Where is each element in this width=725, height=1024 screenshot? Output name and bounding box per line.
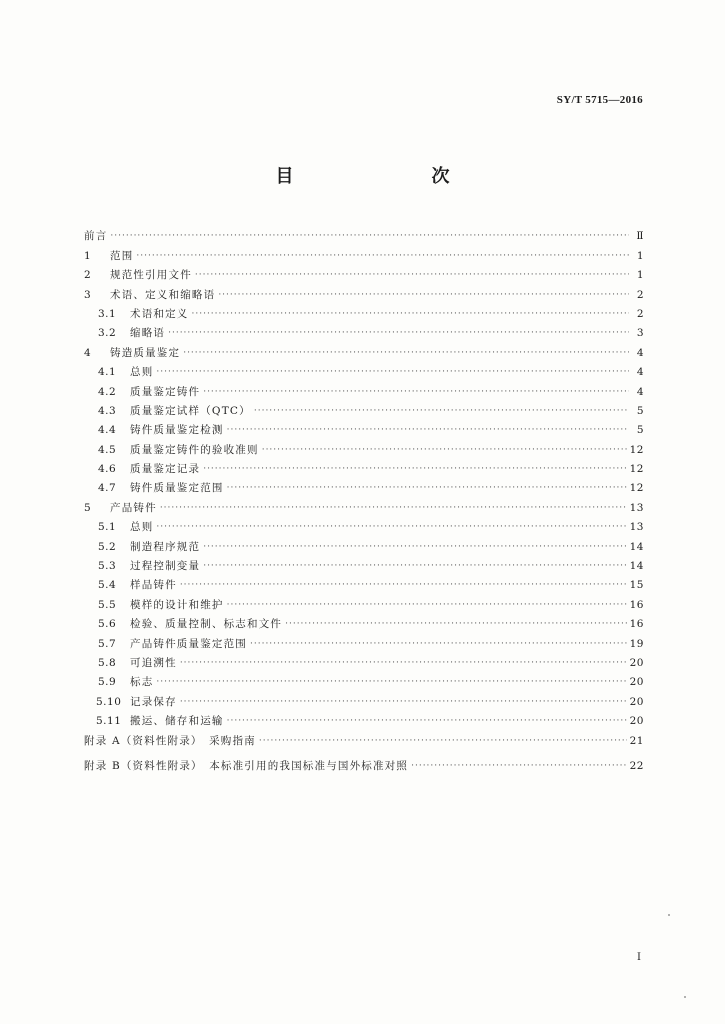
toc-entry-page: 1 [636, 249, 644, 262]
toc-entry-number: 5.11 [96, 715, 122, 728]
toc-entry[interactable] [84, 302, 644, 321]
toc-entry[interactable] [84, 399, 644, 418]
dot-leader [203, 463, 626, 476]
toc-entry-number: 4.4 [98, 424, 117, 437]
toc-entry-page: 2 [636, 307, 644, 320]
toc-entry-page: 20 [629, 676, 644, 689]
toc-entry-number: 5.1 [98, 521, 117, 534]
dot-leader [254, 405, 629, 418]
dot-leader [250, 638, 627, 651]
toc-entry-title: 附录 B（资料性附录） 本标准引用的我国标准与国外标准对照 [84, 759, 409, 772]
toc-entry[interactable] [84, 689, 644, 708]
toc-entry-number: 5.8 [98, 656, 117, 669]
toc-entry[interactable] [84, 612, 644, 631]
dot-leader [160, 502, 627, 515]
toc-entry-number: 5 [84, 501, 92, 514]
toc-entry-number: 4.3 [98, 404, 117, 417]
toc-entry[interactable] [84, 728, 644, 747]
toc-entry-number: 4 [84, 346, 92, 359]
toc-entry-title: 检验、质量控制、标志和文件 [130, 618, 283, 631]
dot-leader [227, 715, 627, 728]
toc-entry-page: 12 [629, 443, 644, 456]
toc-entry[interactable] [84, 476, 644, 495]
dot-leader [259, 735, 627, 748]
dot-leader [203, 560, 626, 573]
toc-entry[interactable] [84, 534, 644, 553]
toc-entry-title: 铸造质量鉴定 [110, 346, 181, 359]
dot-leader [203, 386, 629, 399]
toc-entry-page: 20 [629, 715, 644, 728]
toc-entry[interactable] [84, 418, 644, 437]
toc-entry[interactable] [84, 243, 644, 262]
toc-entry-title: 总则 [130, 521, 154, 534]
toc-entry-title: 术语、定义和缩略语 [110, 288, 216, 301]
toc-entry-number: 5.4 [98, 579, 117, 592]
toc-entry[interactable] [84, 554, 644, 573]
dot-leader [110, 230, 629, 243]
toc-entry[interactable] [84, 631, 644, 650]
toc-entry-title: 质量鉴定试样（QTC） [130, 404, 251, 417]
dot-leader [156, 521, 626, 534]
toc-entry-title: 缩略语 [130, 327, 166, 340]
standard-code: SY/T 5715—2016 [556, 94, 643, 106]
toc-entry-page: 13 [629, 501, 644, 514]
dot-leader [156, 676, 626, 689]
toc-entry-number: 5.7 [98, 637, 117, 650]
toc-entry-title: 铸件质量鉴定检测 [130, 424, 224, 437]
dot-leader [227, 424, 629, 437]
toc-entry-number: 2 [84, 269, 92, 282]
toc-entry-title: 搬运、储存和运输 [130, 715, 224, 728]
toc-entry-page: 4 [636, 346, 644, 359]
toc-entry-page: 13 [629, 521, 644, 534]
dot-leader [136, 250, 629, 263]
dot-leader [227, 482, 627, 495]
toc-entry-page: 19 [629, 637, 644, 650]
toc-entry-page: 16 [629, 598, 644, 611]
toc-entry-title: 质量鉴定铸件的验收准则 [130, 443, 259, 456]
toc-entry-number: 3 [84, 288, 92, 301]
toc-entry-page: 3 [636, 327, 644, 340]
toc-entry-number: 4.5 [98, 443, 117, 456]
toc-entry-title: 范围 [110, 249, 134, 262]
dot-leader [180, 579, 627, 592]
toc-entry[interactable] [84, 754, 644, 773]
toc-entry-title: 制造程序规范 [130, 540, 201, 553]
toc-entry-number: 3.1 [98, 307, 117, 320]
toc-entry[interactable] [84, 457, 644, 476]
dot-leader [203, 541, 626, 554]
toc-entry[interactable] [84, 379, 644, 398]
dot-leader [218, 289, 629, 302]
toc-entry-page: Ⅱ [636, 230, 644, 243]
toc-entry-page: 12 [629, 482, 644, 495]
toc-entry-number: 4.1 [98, 366, 117, 379]
toc-entry-number: 5.2 [98, 540, 117, 553]
toc-entry-page: 2 [636, 288, 644, 301]
toc-entry[interactable] [84, 592, 644, 611]
toc-entry[interactable] [84, 709, 644, 728]
toc-entry-page: 5 [636, 404, 644, 417]
toc-entry-title: 记录保存 [130, 695, 177, 708]
toc-entry-number: 3.2 [98, 327, 117, 340]
toc-entry[interactable] [84, 321, 644, 340]
dot-leader [262, 444, 627, 457]
toc-entry-title: 可追溯性 [130, 656, 177, 669]
toc-entry[interactable] [84, 437, 644, 456]
toc-entry-title: 产品铸件 [110, 501, 157, 514]
toc-entry-title: 过程控制变量 [130, 560, 201, 573]
toc-entry-number: 1 [84, 249, 92, 262]
scan-speck [668, 914, 670, 916]
toc-entry[interactable] [84, 282, 644, 301]
toc-entry-page: 5 [636, 424, 644, 437]
toc-entry-title: 规范性引用文件 [110, 269, 192, 282]
toc-entry-page: 4 [636, 366, 644, 379]
toc-entry[interactable] [84, 340, 644, 359]
toc-entry-title: 质量鉴定铸件 [130, 385, 201, 398]
toc-entry-number: 5.9 [98, 676, 117, 689]
toc-entry[interactable] [84, 495, 644, 514]
toc-entry-number: 5.10 [96, 695, 122, 708]
toc-entry-number: 5.5 [98, 598, 117, 611]
toc-entry-page: 20 [629, 695, 644, 708]
toc-entry-title: 标志 [130, 676, 154, 689]
toc-entry-page: 1 [636, 269, 644, 282]
toc-entry-title: 总则 [130, 366, 154, 379]
table-of-contents [84, 224, 644, 773]
dot-leader [183, 347, 629, 360]
dot-leader [227, 599, 627, 612]
toc-entry-title: 术语和定义 [130, 307, 189, 320]
toc-entry-title: 样品铸件 [130, 579, 177, 592]
toc-entry-number: 4.7 [98, 482, 117, 495]
scan-speck [684, 996, 686, 998]
dot-leader [285, 618, 627, 631]
toc-entry-title: 产品铸件质量鉴定范围 [130, 637, 247, 650]
toc-entry-number: 4.6 [98, 463, 117, 476]
toc-entry-page: 16 [629, 618, 644, 631]
toc-entry-page: 15 [629, 579, 644, 592]
toc-entry-number: 5.3 [98, 560, 117, 573]
dot-leader [156, 366, 629, 379]
dot-leader [195, 269, 629, 282]
toc-entry-title: 质量鉴定记录 [130, 463, 201, 476]
toc-entry-page: 12 [629, 463, 644, 476]
toc-entry-page: 14 [629, 540, 644, 553]
dot-leader [180, 657, 627, 670]
dot-leader [192, 308, 630, 321]
toc-entry-page: 20 [629, 656, 644, 669]
page-title: 目 次 [275, 166, 484, 187]
toc-entry[interactable] [84, 224, 644, 243]
dot-leader [180, 696, 627, 709]
toc-entry-page: 4 [636, 385, 644, 398]
toc-entry-page: 21 [629, 734, 644, 747]
toc-entry[interactable] [84, 670, 644, 689]
toc-entry-number: 4.2 [98, 385, 117, 398]
toc-entry[interactable] [84, 263, 644, 282]
toc-entry-number: 5.6 [98, 618, 117, 631]
toc-entry[interactable] [84, 573, 644, 592]
toc-entry-page: 14 [629, 560, 644, 573]
toc-entry-title: 附录 A（资料性附录） 采购指南 [84, 734, 256, 747]
page-number: I [637, 952, 641, 963]
toc-entry-page: 22 [629, 759, 644, 772]
toc-entry-title: 铸件质量鉴定范围 [130, 482, 224, 495]
toc-entry[interactable] [84, 651, 644, 670]
toc-entry[interactable] [84, 360, 644, 379]
toc-entry-title: 模样的设计和维护 [130, 598, 224, 611]
dot-leader [411, 760, 627, 773]
toc-entry-title: 前言 [84, 230, 108, 243]
toc-entry[interactable] [84, 515, 644, 534]
dot-leader [168, 327, 629, 340]
